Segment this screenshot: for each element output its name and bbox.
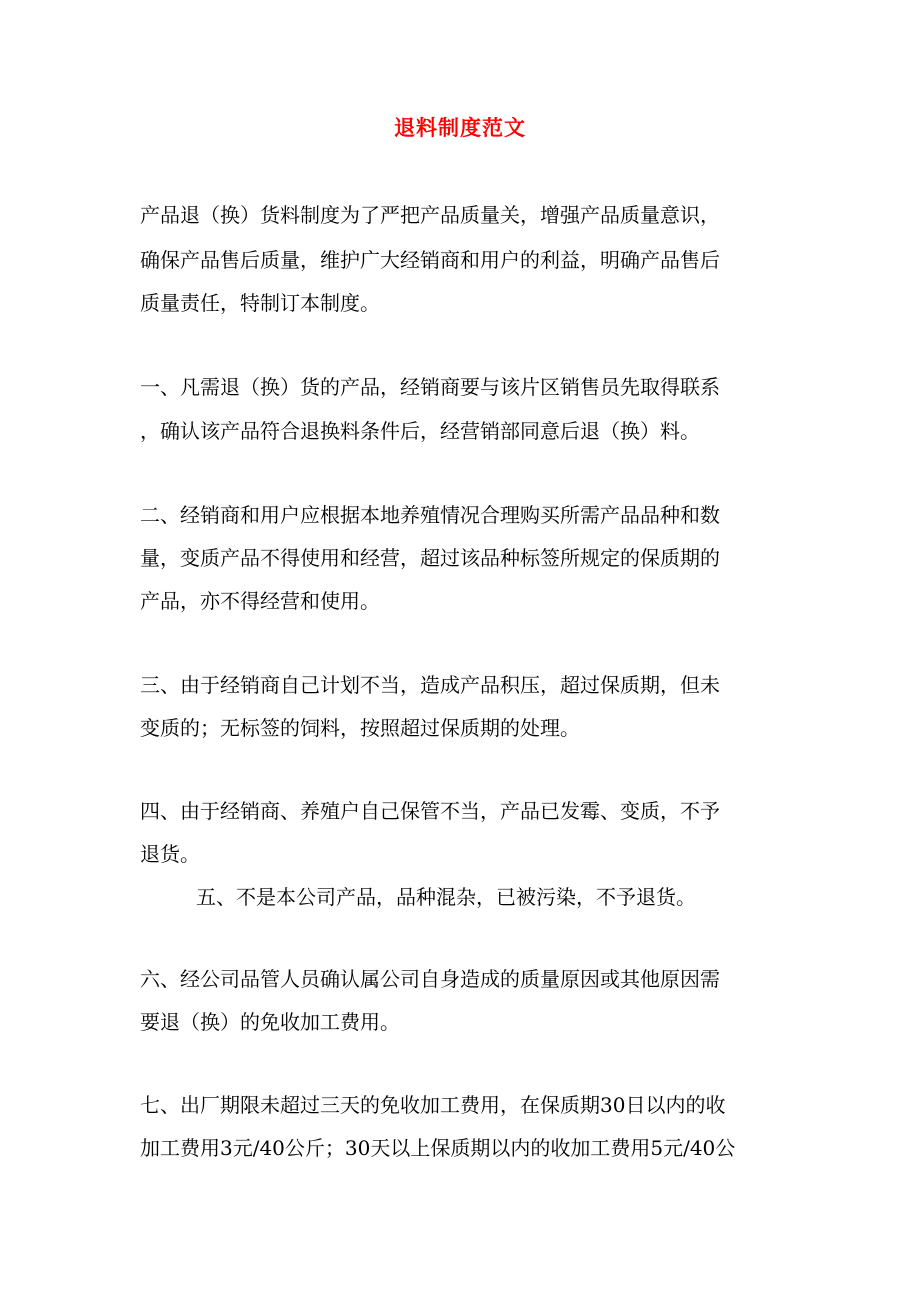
- clause-7-line-2: 加工费用3元/40公斤；30天以上保质期以内的收加工费用5元/40公: [140, 1136, 736, 1160]
- clause-3-line-2: 变质的；无标签的饲料，按照超过保质期的处理。: [140, 716, 580, 740]
- clause-5-line-1: 五、不是本公司产品，品种混杂，已被污染，不予退货。: [196, 885, 696, 909]
- clause-2-line-2: 量，变质产品不得使用和经营，超过该品种标签所规定的保质期的: [140, 546, 720, 570]
- clause-2-line-3: 产品，亦不得经营和使用。: [140, 589, 380, 613]
- clause-1-line-2: ，确认该产品符合退换料条件后，经营销部同意后退（换）料。: [140, 419, 700, 443]
- paragraph-intro-line-1: 产品退（换）货料制度为了严把产品质量关，增强产品质量意识，: [140, 203, 720, 227]
- paragraph-intro-line-3: 质量责任，特制订本制度。: [140, 291, 380, 315]
- clause-6-line-2: 要退（换）的免收加工费用。: [140, 1010, 400, 1034]
- paragraph-intro-line-2: 确保产品售后质量，维护广大经销商和用户的利益，明确产品售后: [140, 248, 720, 272]
- document-title: 退料制度范文: [394, 115, 526, 140]
- clause-2-line-1: 二、经销商和用户应根据本地养殖情况合理购买所需产品品种和数: [140, 503, 720, 527]
- clause-7-line-1: 七、出厂期限未超过三天的免收加工费用，在保质期30日以内的收: [140, 1093, 726, 1117]
- clause-3-line-1: 三、由于经销商自己计划不当，造成产品积压，超过保质期，但未: [140, 673, 720, 697]
- clause-1-line-1: 一、凡需退（换）货的产品，经销商要与该片区销售员先取得联系: [140, 375, 720, 399]
- clause-4-line-1: 四、由于经销商、养殖户自己保管不当，产品已发霉、变质，不予: [140, 799, 720, 823]
- clause-4-line-2: 退货。: [140, 842, 200, 866]
- clause-6-line-1: 六、经公司品管人员确认属公司自身造成的质量原因或其他原因需: [140, 967, 720, 991]
